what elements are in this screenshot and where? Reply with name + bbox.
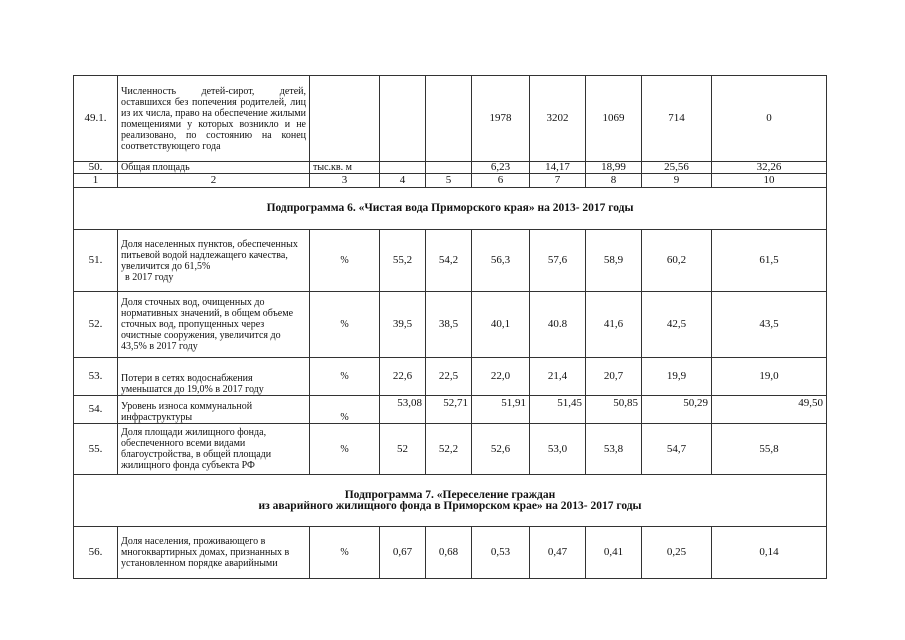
column-index: 4 — [380, 174, 426, 188]
unit-cell: тыс.кв. м — [310, 162, 380, 174]
indicator-description: Доля сточных вод, очищенных до нормативных значений, в общем объеме сточных вод, пропущенных через очистные сооружения, увеличится до 43,5% в 2017 году — [118, 292, 310, 358]
value-cell: 55,2 — [380, 230, 426, 292]
row-number: 55. — [74, 424, 118, 475]
value-cell: 14,17 — [530, 162, 586, 174]
value-cell — [426, 76, 472, 162]
value-cell: 52,6 — [472, 424, 530, 475]
value-cell: 50,85 — [586, 396, 642, 424]
value-cell: 0,67 — [380, 527, 426, 579]
value-cell: 50,29 — [642, 396, 712, 424]
value-cell: 49,50 — [712, 396, 827, 424]
column-index: 2 — [118, 174, 310, 188]
column-index: 10 — [712, 174, 827, 188]
value-cell — [380, 76, 426, 162]
indicators-table — [73, 75, 827, 579]
value-cell: 53,8 — [586, 424, 642, 475]
description-line: в 2017 году — [125, 271, 174, 283]
subprogram-7-title-line: Подпрограмма 7. «Переселение граждан — [344, 488, 556, 501]
value-cell: 22,0 — [472, 358, 530, 396]
value-cell: 52 — [380, 424, 426, 475]
row-number: 52. — [74, 292, 118, 358]
column-index: 6 — [472, 174, 530, 188]
table-row — [74, 527, 827, 579]
table-row — [74, 396, 827, 424]
value-cell: 41,6 — [586, 292, 642, 358]
subprogram-header-row — [74, 188, 827, 230]
indicator-description: Доля населения, проживающего в многоквартирных домах, признанных в установленном порядке аварийными — [118, 527, 310, 579]
row-number: 49.1. — [74, 76, 118, 162]
column-index: 8 — [586, 174, 642, 188]
value-cell: 39,5 — [380, 292, 426, 358]
value-cell: 714 — [642, 76, 712, 162]
subprogram-7-title-line: из аварийного жилищного фонда в Приморском крае» на 2013- 2017 годы — [258, 499, 642, 512]
value-cell: 22,6 — [380, 358, 426, 396]
value-cell: 52,71 — [426, 396, 472, 424]
value-cell: 40,1 — [472, 292, 530, 358]
table-row — [74, 76, 827, 162]
value-cell: 54,2 — [426, 230, 472, 292]
unit-cell: % — [310, 396, 380, 424]
unit-cell: % — [310, 424, 380, 475]
value-cell: 38,5 — [426, 292, 472, 358]
value-cell: 6,23 — [472, 162, 530, 174]
table-row — [74, 162, 827, 174]
value-cell: 40.8 — [530, 292, 586, 358]
column-index-row — [74, 174, 827, 188]
value-cell: 51,91 — [472, 396, 530, 424]
table-row — [74, 358, 827, 396]
table-row — [74, 424, 827, 475]
row-number: 53. — [74, 358, 118, 396]
table-row — [74, 292, 827, 358]
value-cell: 51,45 — [530, 396, 586, 424]
value-cell: 0,14 — [712, 527, 827, 579]
value-cell: 53,08 — [380, 396, 426, 424]
value-cell — [426, 162, 472, 174]
value-cell: 0,53 — [472, 527, 530, 579]
indicator-description: Доля площади жилищного фонда, обеспеченного всеми видами благоустройства, в общей площади жилищного фонда субъекта РФ — [118, 424, 310, 475]
value-cell: 56,3 — [472, 230, 530, 292]
value-cell: 0,47 — [530, 527, 586, 579]
value-cell: 0,25 — [642, 527, 712, 579]
unit-cell — [310, 76, 380, 162]
value-cell: 21,4 — [530, 358, 586, 396]
value-cell: 52,2 — [426, 424, 472, 475]
indicator-description — [118, 230, 310, 292]
indicator-description: Уровень износа коммунальной инфраструктуры — [118, 396, 310, 424]
value-cell: 18,99 — [586, 162, 642, 174]
value-cell: 57,6 — [530, 230, 586, 292]
column-index: 5 — [426, 174, 472, 188]
row-number: 56. — [74, 527, 118, 579]
unit-cell: % — [310, 292, 380, 358]
indicator-description: Потери в сетях водоснабжения уменьшатся до 19,0% в 2017 году — [118, 358, 310, 396]
value-cell: 32,26 — [712, 162, 827, 174]
value-cell: 19,0 — [712, 358, 827, 396]
value-cell: 22,5 — [426, 358, 472, 396]
value-cell: 0,41 — [586, 527, 642, 579]
value-cell: 0,68 — [426, 527, 472, 579]
subprogram-6-title: Подпрограмма 6. «Чистая вода Приморского края» на 2013- 2017 годы — [74, 188, 827, 230]
value-cell — [380, 162, 426, 174]
value-cell: 58,9 — [586, 230, 642, 292]
value-cell: 20,7 — [586, 358, 642, 396]
value-cell: 43,5 — [712, 292, 827, 358]
row-number: 50. — [74, 162, 118, 174]
description-line: Доля населенных пунктов, обеспеченных питьевой водой надлежащего качества, увеличится до 61,5% — [121, 238, 298, 272]
column-index: 1 — [74, 174, 118, 188]
unit-cell: % — [310, 358, 380, 396]
table-row — [74, 230, 827, 292]
value-cell: 0 — [712, 76, 827, 162]
unit-cell: % — [310, 230, 380, 292]
subprogram-7-title — [74, 475, 827, 527]
column-index: 3 — [310, 174, 380, 188]
value-cell: 60,2 — [642, 230, 712, 292]
column-index: 7 — [530, 174, 586, 188]
value-cell: 53,0 — [530, 424, 586, 475]
value-cell: 61,5 — [712, 230, 827, 292]
value-cell: 55,8 — [712, 424, 827, 475]
value-cell: 54,7 — [642, 424, 712, 475]
subprogram-header-row — [74, 475, 827, 527]
indicator-description: Общая площадь — [118, 162, 310, 174]
column-index: 9 — [642, 174, 712, 188]
value-cell: 25,56 — [642, 162, 712, 174]
unit-cell: % — [310, 527, 380, 579]
value-cell: 1978 — [472, 76, 530, 162]
value-cell: 3202 — [530, 76, 586, 162]
row-number: 54. — [74, 396, 118, 424]
value-cell: 19,9 — [642, 358, 712, 396]
row-number: 51. — [74, 230, 118, 292]
value-cell: 42,5 — [642, 292, 712, 358]
indicator-description: Численность детей-сирот, детей, оставшихся без попечения родителей, лиц из их числа, право на обеспечение жилыми помещениями у которых возникло и не реализовано, по состоянию на конец соответствующего года — [118, 76, 310, 162]
value-cell: 1069 — [586, 76, 642, 162]
